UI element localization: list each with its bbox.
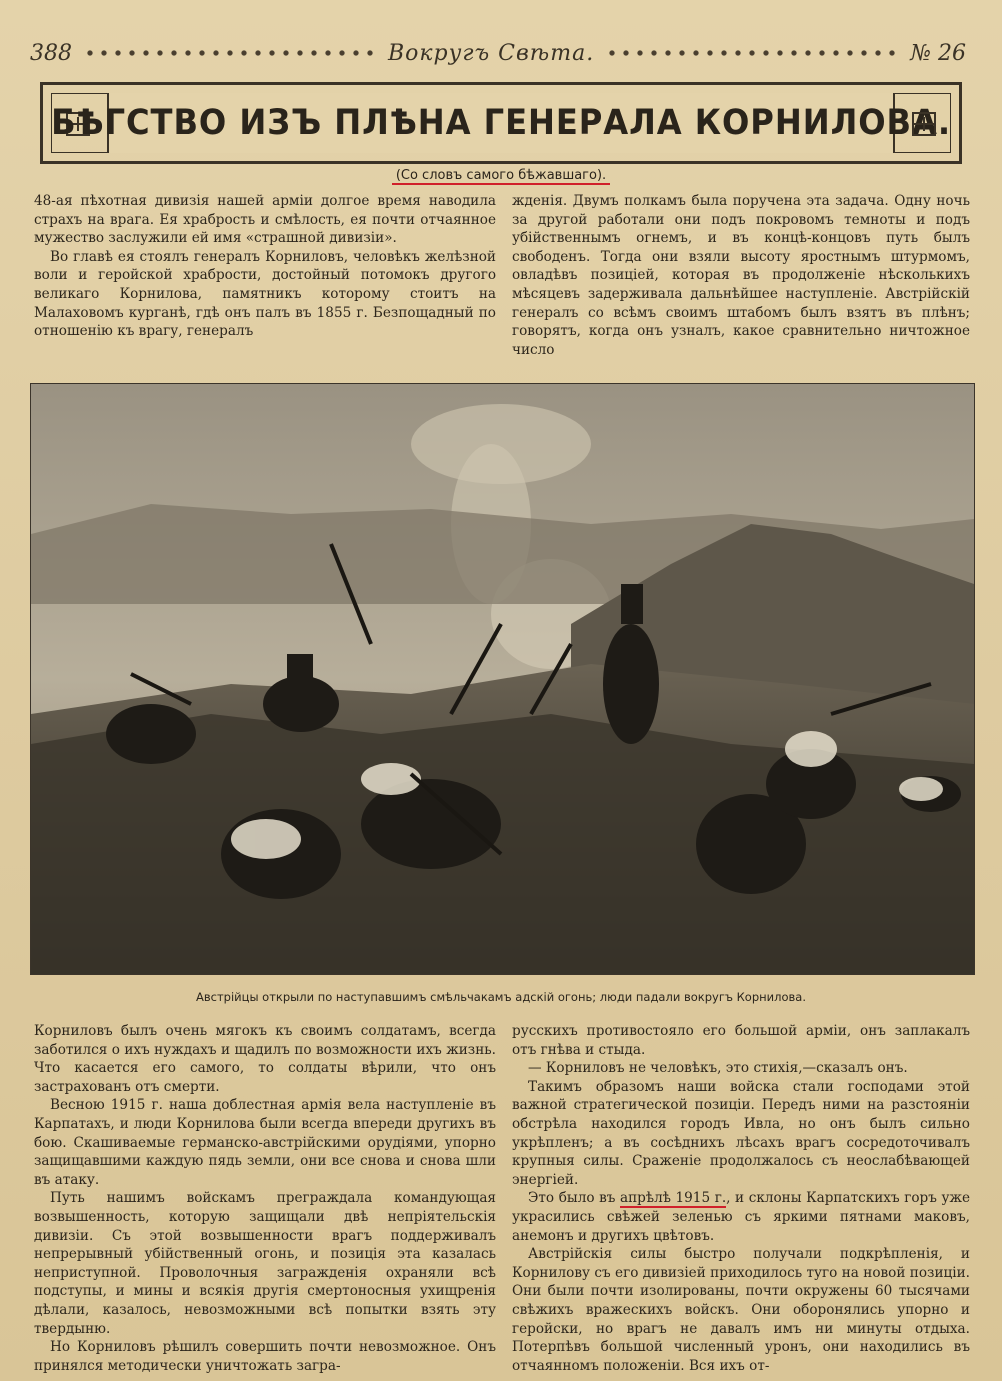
title-panel <box>51 93 951 153</box>
ornament-right-icon <box>911 111 937 137</box>
issue-number: № 26 <box>910 40 967 66</box>
magazine-title: Вокругъ Свѣта. <box>388 40 595 66</box>
article-title: БѢГСТВО ИЗЪ ПЛѢНА ГЕНЕРАЛА КОРНИЛОВА. <box>51 103 951 143</box>
paragraph: — Корниловъ не человѣкъ, это стихія,—сказалъ онъ. <box>528 1060 908 1077</box>
paragraph: Путь нашимъ войскамъ преграждала командующая возвышенность, которую защищали двѣ непріятельскія дивизіи. Съ этой возвышенности врагъ поддерживалъ непрерывный убійственный огонь, и позиція эта казалась неприступной. Проволочныя загражденія охраняли всѣ подступы, и мины и всякія другія смертоносныя ухищренія дѣлали, казалось, невозможными всѣ попытки взять эту твердыню. <box>34 1190 496 1337</box>
battle-scene-image <box>31 384 974 974</box>
paragraph: Но Корниловъ рѣшилъ совершить почти невозможное. Онъ принялся методически уничтожать загра- <box>34 1339 496 1374</box>
column-top-left <box>34 192 496 341</box>
title-frame <box>40 82 962 164</box>
column-bottom-left <box>34 1022 496 1375</box>
battle-illustration <box>30 383 975 975</box>
dotted-rule-right <box>608 48 896 58</box>
dotted-rule-left <box>86 48 374 58</box>
paragraph: 48-ая пѣхотная дивизія нашей арміи долгое время наводила страхъ на врага. Ея храбрость и смѣлость, ея почти отчаянное мужество заслужили ей имя «страшной дивизіи». <box>34 193 496 247</box>
paragraph: Австрійскія силы быстро получали подкрѣпленія, и Корнилову съ его дивизіей приходилось туго на новой позиціи. Они были почти изолированы, почти окружены 60 тысячами свѣжихъ вражескихъ войскъ. Они оборонялись упорно и геройски, но врагъ не давалъ имъ ни минуты отдыха. Потерпѣвъ большой численный уронъ, они находились въ отчаянномъ положеніи. Вся ихъ от- <box>512 1246 970 1374</box>
column-top-right <box>512 192 970 359</box>
page-number: 388 <box>30 40 72 66</box>
paragraph: русскихъ противостояло его большой арміи, онъ заплакалъ отъ гнѣва и стыда. <box>512 1023 970 1058</box>
paragraph: Корниловъ былъ очень мягокъ къ своимъ солдатамъ, всегда заботился о ихъ нуждахъ и щадилъ по возможности ихъ жизнь. Что касается его самого, то солдаты вѣрили, что онъ застрахованъ отъ смерти. <box>34 1023 496 1095</box>
running-head <box>30 38 966 68</box>
subtitle-text: (Со словъ самого бѣжавшаго). <box>392 168 610 185</box>
paragraph: Весною 1915 г. наша доблестная армія вела наступленіе въ Карпатахъ, и люди Корнилова были всегда впереди другихъ въ бою. Скашиваемые германско-австрійскими орудіями, упорно защищавшими каждую пядь земли, они все снова и снова шли въ атаку. <box>34 1097 496 1188</box>
paragraph: Во главѣ ея стоялъ генералъ Корниловъ, человѣкъ желѣзной воли и геройской храбрости, достойный потомокъ другого великаго Корнилова, памятникъ которому стоитъ на Малаховомъ курганѣ, гдѣ онъ палъ въ 1855 г. Безпощадный по отношенію къ врагу, генералъ <box>34 248 496 340</box>
paragraph: жденія. Двумъ полкамъ была поручена эта задача. Одну ночь за другой работали они подъ покровомъ темноты и подъ убійственнымъ огнемъ, и въ концѣ-концовъ путь былъ свободенъ. Тогда они взяли высоту яростнымъ штурмомъ, овладѣвъ позиціей, которая въ продолженіе нѣсколькихъ мѣсяцевъ задерживала дальнѣйшее наступленіе. Австрійскій генералъ со всѣмъ своимъ штабомъ былъ взятъ въ плѣнъ; говорятъ, когда онъ узналъ, какое сравнительно ничтожное число <box>512 193 970 358</box>
text-run: , и склоны Карпатскихъ горъ уже украсились свѣжей зеленью съ яркими пятнами маковъ, анемонъ и другихъ цвѣтовъ. <box>512 1190 970 1244</box>
paragraph <box>512 1189 970 1245</box>
article-subtitle <box>0 168 1002 183</box>
column-bottom-right <box>512 1022 970 1375</box>
text-run: Это было въ <box>528 1190 621 1207</box>
illustration-caption: Австрійцы открыли по наступавшимъ смѣльчакамъ адскій огонь; люди падали вокругъ Корнилова. <box>195 990 807 1004</box>
highlighted-date: апрѣлѣ 1915 г. <box>620 1190 727 1207</box>
paragraph: Такимъ образомъ наши войска стали господами этой важной стратегической позиціи. Передъ ними на разстояніи обстрѣла находился городъ Ивла, но онъ былъ сильно укрѣпленъ; а въ сосѣднихъ лѣсахъ врагъ сосредоточивалъ крупныя силы. Сраженіе продолжалось съ неослабѣвающей энергіей. <box>512 1078 970 1188</box>
